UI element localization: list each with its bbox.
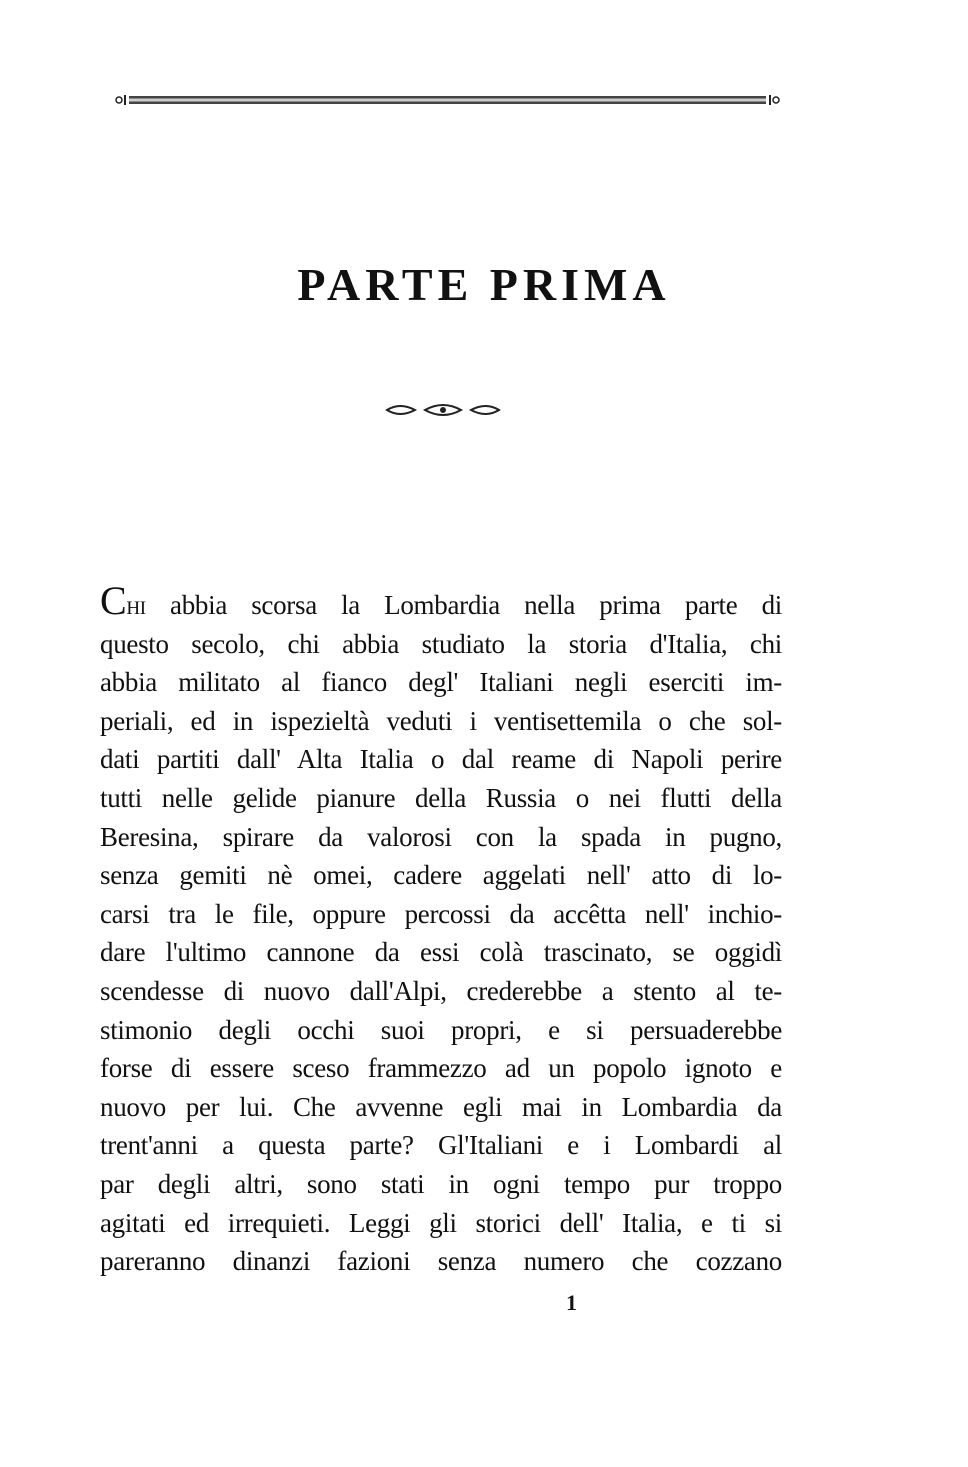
text-line: periali, ed in ispezieltà veduti i ventisettemila o che sol-	[100, 705, 782, 736]
text-line: dare l'ultimo cannone da essi colà trascinato, se oggidì	[100, 937, 782, 968]
text-line: CHI abbia scorsa la Lombardia nella prima parte di	[100, 578, 782, 623]
text-line: senza gemiti nè omei, cadere aggelati nell' atto di lo-	[100, 860, 782, 891]
text-line: par degli altri, sono stati in ogni tempo pur troppo	[100, 1168, 782, 1199]
text-line: trent'anni a questa parte? Gl'Italiani e i Lombardi al	[100, 1130, 782, 1161]
text-line: pareranno dinanzi fazioni senza numero che cozzano	[100, 1246, 782, 1277]
body-text	[100, 578, 782, 1281]
text-line: scendesse di nuovo dall'Alpi, crederebbe a stento al te-	[100, 975, 782, 1006]
text-line: tutti nelle gelide pianure della Russia o nei flutti della	[100, 782, 782, 813]
text-line: nuovo per lui. Che avvenne egli mai in Lombardia da	[100, 1091, 782, 1122]
ornament-icon	[385, 400, 501, 420]
text-line: dati partiti dall' Alta Italia o dal reame di Napoli perire	[100, 744, 782, 775]
text-line: stimonio degli occhi suoi propri, e si persuaderebbe	[100, 1014, 782, 1045]
text-line: abbia militato al fianco degl' Italiani negli eserciti im-	[100, 667, 782, 698]
ornamental-rule	[115, 94, 780, 106]
text-line: forse di essere sceso frammezzo ad un popolo ignoto e	[100, 1053, 782, 1084]
text-line: questo secolo, chi abbia studiato la storia d'Italia, chi	[100, 628, 782, 659]
drop-cap: C	[100, 578, 127, 623]
text-line: carsi tra le file, oppure percossi da accêtta nell' inchio-	[100, 898, 782, 929]
text-line: agitati ed irrequieti. Leggi gli storici dell' Italia, e ti si	[100, 1207, 782, 1238]
page-title: PARTE PRIMA	[297, 259, 671, 310]
text-line: Beresina, spirare da valorosi con la spada in pugno,	[100, 821, 782, 852]
page-number: 1	[566, 1290, 577, 1315]
